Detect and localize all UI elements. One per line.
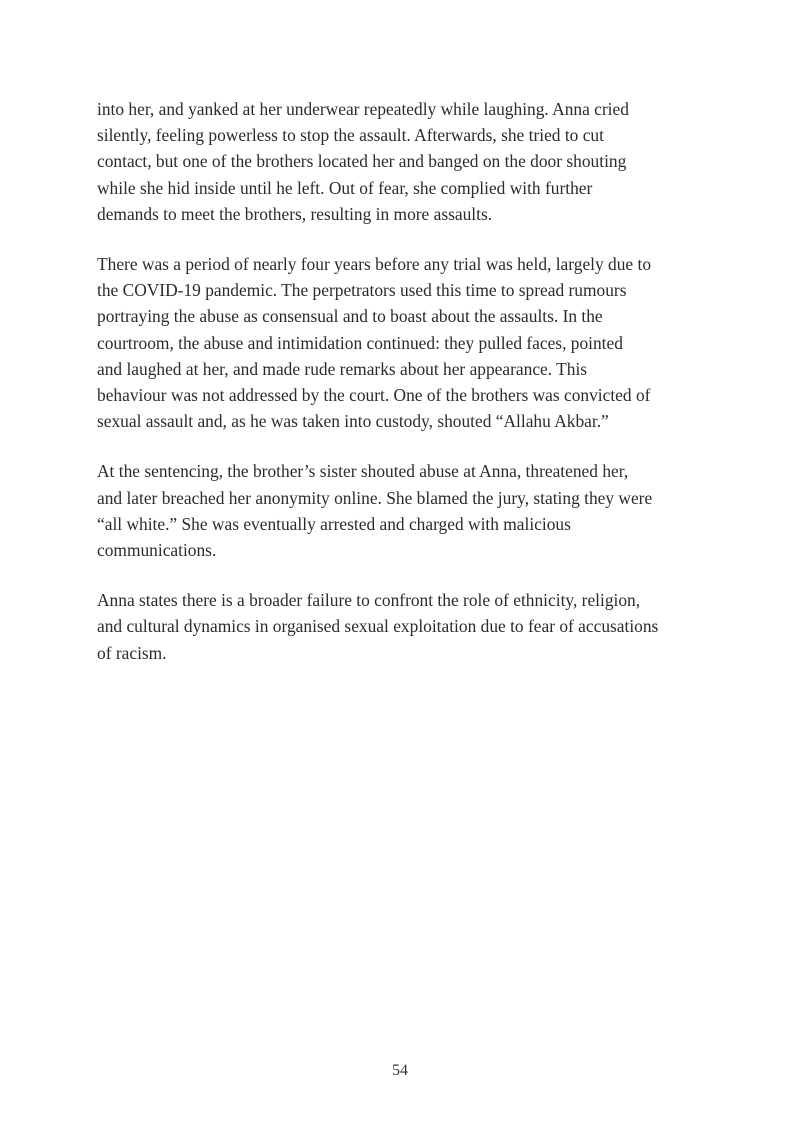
body-text: [97, 96, 737, 690]
page-number: 54: [392, 1062, 408, 1079]
text-line: sexual assault and, as he was taken into custody, shouted “Allahu Akbar.”: [97, 411, 609, 432]
text-line: behaviour was not addressed by the court. One of the brothers was convicted of: [97, 385, 651, 406]
text-line: Anna states there is a broader failure to confront the role of ethnicity, religion,: [97, 590, 641, 611]
paragraph-3: [97, 458, 737, 563]
text-line: There was a period of nearly four years before any trial was held, largely due to: [97, 254, 652, 275]
text-line: and later breached her anonymity online. She blamed the jury, stating they were: [97, 487, 653, 508]
text-line: silently, feeling powerless to stop the assault. Afterwards, she tried to cut: [97, 125, 604, 146]
paragraph-4: [97, 587, 737, 666]
text-line: At the sentencing, the brother’s sister shouted abuse at Anna, threatened her,: [97, 461, 629, 482]
text-line: portraying the abuse as consensual and to boast about the assaults. In the: [97, 306, 603, 327]
text-line: communications.: [97, 540, 217, 561]
text-line: of racism.: [97, 642, 167, 663]
text-line: and cultural dynamics in organised sexual exploitation due to fear of accusations: [97, 616, 659, 637]
text-line: the COVID-19 pandemic. The perpetrators used this time to spread rumours: [97, 280, 627, 301]
text-line: and laughed at her, and made rude remarks about her appearance. This: [97, 358, 588, 379]
text-line: “all white.” She was eventually arrested and charged with malicious: [97, 513, 571, 534]
text-line: while she hid inside until he left. Out of fear, she complied with further: [97, 177, 593, 198]
paragraph-2: [97, 251, 737, 434]
text-line: contact, but one of the brothers located her and banged on the door shouting: [97, 151, 627, 172]
text-line: into her, and yanked at her underwear repeatedly while laughing. Anna cried: [97, 99, 629, 119]
paragraph-1: [97, 96, 737, 227]
text-line: demands to meet the brothers, resulting in more assaults.: [97, 203, 493, 224]
text-line: courtroom, the abuse and intimidation continued: they pulled faces, pointed: [97, 332, 623, 353]
